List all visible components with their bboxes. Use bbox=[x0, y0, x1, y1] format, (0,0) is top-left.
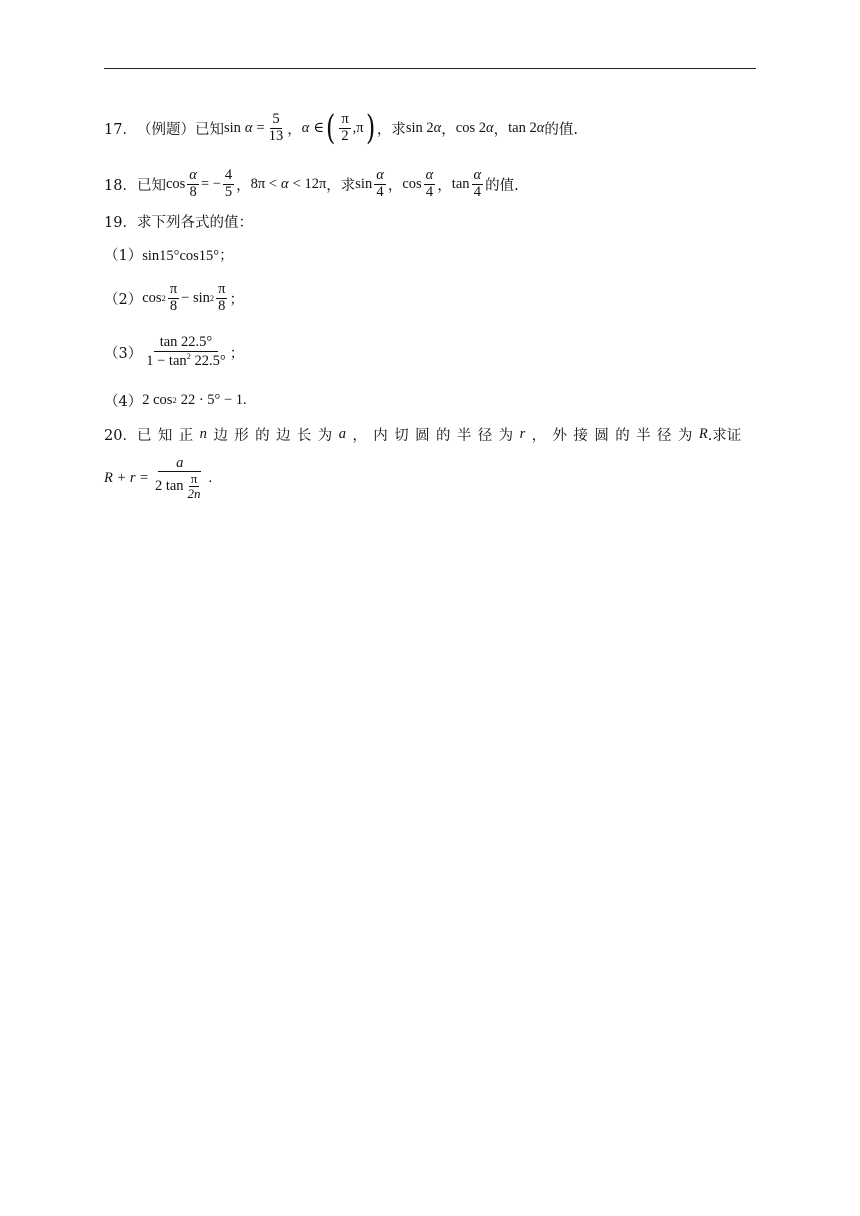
q18-cos-fraction bbox=[424, 168, 436, 199]
q17-comma-2: ， bbox=[441, 121, 456, 138]
q17-comma: ， bbox=[287, 121, 302, 138]
q17-term2-alpha: α bbox=[486, 119, 494, 136]
q17-prefix: （例题）已知 bbox=[136, 121, 224, 138]
q18-sin-den: 4 bbox=[376, 183, 384, 200]
q19-p2-frac-1 bbox=[168, 282, 179, 313]
q18-sin: sin bbox=[355, 175, 373, 192]
q17-in: ∈ bbox=[313, 119, 325, 136]
q19-p4-sq: 2 bbox=[172, 395, 177, 405]
q17-term1: sin 2 bbox=[405, 119, 434, 136]
q20-rhs-den-text: 2 tan bbox=[154, 477, 184, 494]
q18-den5: 5 bbox=[224, 183, 233, 200]
question-17 bbox=[104, 108, 578, 148]
q19-p2-sin-sq: 2 bbox=[209, 293, 215, 303]
q17-term3: tan 2 bbox=[508, 119, 537, 136]
q17-frac-den: 13 bbox=[268, 127, 284, 144]
q17-ask: ，求 bbox=[376, 121, 406, 138]
q18-four-fifths bbox=[223, 168, 234, 199]
q17-equals: = bbox=[256, 119, 265, 136]
q18-cos-den: 4 bbox=[425, 183, 434, 200]
q19-number: 19． bbox=[104, 214, 137, 231]
q20-text-1: 已知正 bbox=[136, 427, 200, 444]
q19-p2-label: （2） bbox=[104, 291, 143, 308]
q17-alpha: α bbox=[244, 119, 253, 136]
q18-tan-alpha: α bbox=[473, 167, 482, 184]
header-rule bbox=[104, 68, 756, 69]
q19-p3-label: （3） bbox=[104, 345, 143, 362]
q17-interval-den: 2 bbox=[341, 127, 349, 144]
q18-comma-3: ， bbox=[437, 177, 452, 194]
q19-p3-num: tan 22.5° bbox=[154, 335, 219, 351]
q18-sin-fraction bbox=[374, 168, 386, 199]
q17-frac-num: 5 bbox=[272, 111, 280, 128]
q19-p2-pi-1: π bbox=[169, 281, 178, 298]
q19-p1-label: （1） bbox=[104, 247, 143, 264]
q17-alpha-2: α bbox=[301, 119, 310, 136]
q19-p2-frac-2 bbox=[216, 282, 227, 313]
q19-p2-cos: cos bbox=[142, 289, 162, 306]
q17-term2: cos 2 bbox=[455, 119, 486, 136]
q17-left-paren: ( bbox=[326, 108, 336, 148]
q18-cos-alpha: α bbox=[425, 167, 434, 184]
q19-p1-expr: sin15°cos15°； bbox=[142, 247, 234, 264]
q19-p3-den-a: 1 − tan bbox=[146, 352, 187, 369]
q19-p3-semicolon: ； bbox=[229, 345, 245, 362]
q20-rhs-num: a bbox=[158, 456, 201, 472]
q18-number: 18． bbox=[104, 177, 137, 194]
q18-cos-2: cos bbox=[402, 175, 422, 192]
q17-interval-end: ,π bbox=[352, 119, 364, 136]
q18-ask: ，求 bbox=[326, 177, 356, 194]
q17-interval-fraction bbox=[339, 112, 350, 143]
q19-p3-fraction bbox=[144, 335, 227, 368]
q20-text-5: .求证 bbox=[707, 427, 742, 444]
q17-comma-3: ， bbox=[493, 121, 509, 138]
q19-p4-b: 22 · 5° − 1. bbox=[180, 391, 247, 408]
q20-R: R bbox=[698, 425, 708, 442]
q18-suffix: 的值. bbox=[485, 177, 519, 194]
q20-n: n bbox=[199, 425, 214, 442]
q19-p2-den-1: 8 bbox=[169, 297, 178, 314]
q18-comma: ， bbox=[236, 177, 251, 194]
q19-part-4 bbox=[104, 384, 247, 416]
q19-p3-den-sq: 2 bbox=[186, 350, 191, 361]
q19-p3-den-b: 22.5° bbox=[194, 352, 226, 369]
q18-sin-alpha: α bbox=[376, 167, 384, 184]
q20-inner-2n: 2n bbox=[187, 485, 201, 501]
q20-period: . bbox=[208, 469, 213, 486]
q20-rhs-den bbox=[153, 472, 207, 500]
q18-alpha-num: α bbox=[189, 167, 197, 184]
q18-den8: 8 bbox=[189, 183, 197, 200]
q18-equals: = − bbox=[200, 175, 221, 192]
q19-p3-den bbox=[144, 352, 227, 369]
q19-part-2 bbox=[104, 276, 244, 320]
q19-p2-cos-sq: 2 bbox=[161, 293, 166, 303]
q20-inner-fraction bbox=[186, 472, 203, 500]
q17-number: 17． bbox=[104, 121, 137, 138]
q20-lhs: R + r = bbox=[104, 469, 149, 486]
q19-p2-pi-2: π bbox=[218, 281, 226, 298]
q18-cos: cos bbox=[165, 175, 186, 192]
q18-tan-den: 4 bbox=[473, 183, 481, 200]
q17-interval-num: π bbox=[341, 111, 349, 128]
q19-title: 求下列各式的值： bbox=[136, 214, 253, 231]
q17-sin: sin bbox=[223, 119, 241, 136]
q18-comma-2: ， bbox=[387, 177, 403, 194]
question-19 bbox=[104, 206, 253, 236]
q18-cond-a: 8π < bbox=[250, 175, 278, 192]
q20-number: 20． bbox=[104, 427, 137, 444]
q17-fraction bbox=[267, 112, 286, 143]
q20-text-3: ，内切圆的半径为 bbox=[352, 427, 520, 444]
q18-cond-b: < 12π bbox=[292, 175, 327, 192]
q19-p4-label: （4） bbox=[104, 393, 143, 410]
q19-part-3 bbox=[104, 330, 244, 374]
q18-alpha-over-8 bbox=[187, 168, 199, 199]
q20-text-2: 边形的边长为 bbox=[213, 427, 339, 444]
q17-term3-alpha: α bbox=[536, 119, 545, 136]
q19-p2-den-2: 8 bbox=[218, 297, 226, 314]
q19-part-1 bbox=[104, 238, 234, 270]
q19-p2-semicolon: ； bbox=[229, 291, 244, 308]
question-18 bbox=[104, 162, 519, 206]
q17-term1-alpha: α bbox=[433, 119, 442, 136]
q20-a: a bbox=[338, 425, 353, 442]
q20-r: r bbox=[519, 425, 532, 442]
q18-tan-fraction bbox=[472, 168, 484, 199]
q19-p4-a: 2 cos bbox=[142, 391, 173, 408]
q20-inner-pi: π bbox=[190, 470, 198, 486]
q18-cond-alpha: α bbox=[281, 175, 289, 192]
q20-fraction bbox=[153, 456, 207, 501]
q17-right-paren: ) bbox=[365, 108, 375, 148]
q18-tan: tan bbox=[451, 175, 470, 192]
q20-text-4: ，外接圆的半径为 bbox=[531, 427, 699, 444]
q20-formula bbox=[104, 446, 212, 510]
q17-suffix: 的值. bbox=[544, 121, 578, 138]
q18-prefix: 已知 bbox=[136, 177, 166, 194]
q19-p2-sin: − sin bbox=[181, 289, 210, 306]
q18-num4: 4 bbox=[224, 167, 233, 184]
